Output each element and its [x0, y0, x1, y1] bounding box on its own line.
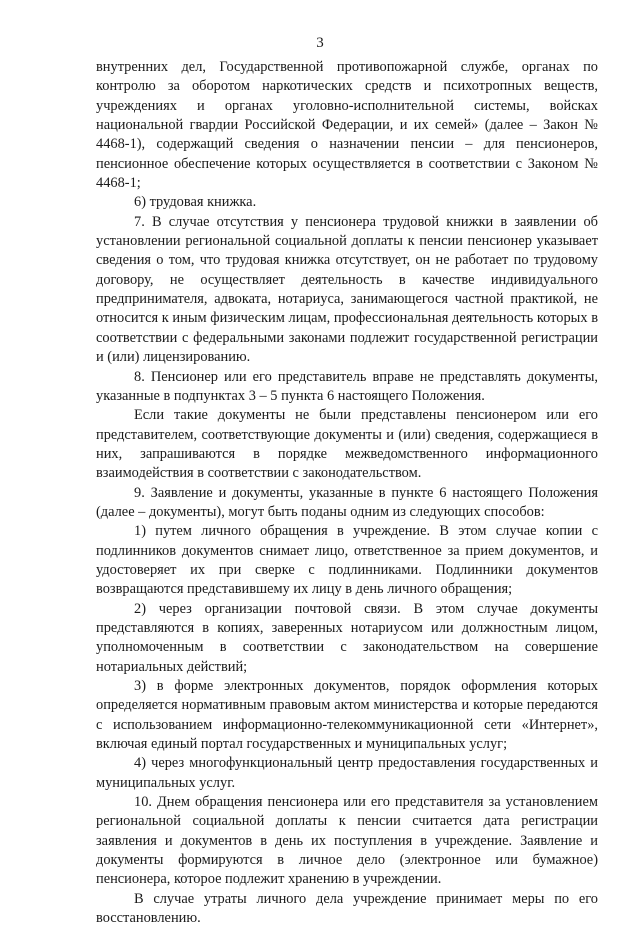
paragraph-method-3-electronic: 3) в форме электронных документов, порядок оформления которых определяется нормативным правовым актом министерства и которые передаются с использованием информационно-телекоммуникационной сети «Интернет», включая единый портал государственных и муниципальных услуг;: [96, 678, 598, 753]
paragraph-method-1-personal: 1) путем личного обращения в учреждение. В этом случае копии с подлинников документов снимает лицо, ответственное за прием документов, и удостоверяет их при сверке с подлинниками. Подлинники документов возвращаются представившему их лицу в день личного обращения;: [96, 523, 598, 598]
paragraph-law-reference-continuation: внутренних дел, Государственной противопожарной службе, органах по контролю за оборотом наркотических средств и психотропных веществ, учреждениях и органах уголовно-исполнительной системы, войсках национальной гвардии Российской Федерации, и их семей» (далее – Закон № 4468-1), содержащий сведения о назначении пенсии – для пенсионеров, пенсионное обеспечение которых осуществляется в соответствии с Законом № 4468-1;: [96, 59, 598, 192]
paragraph-item-6-labor-book: 6) трудовая книжка.: [134, 194, 257, 211]
paragraph-clause-7: 7. В случае отсутствия у пенсионера трудовой книжки в заявлении об установлении региональной социальной доплаты к пенсии пенсионер указывает сведения о том, что трудовая книжка отсутствует, он не работает по трудовому договору, не осуществляет деятельность в качестве индивидуального предпринимателя, адвоката, нотариуса, занимающегося частной практикой, не относится к иным физическим лицам, профессиональная деятельность которых в соответствии с федеральными законами подлежит государственной регистрации и (или) лицензированию.: [96, 213, 598, 366]
paragraph-clause-8-interagency: Если такие документы не были представлены пенсионером или его представителем, соответствующие документы и (или) сведения, содержащиеся в них, запрашиваются в порядке межведомственного информационного взаимодействия в соответствии с законодательством.: [96, 407, 598, 482]
paragraph-clause-10: 10. Днем обращения пенсионера или его представителя за установлением региональной социальной доплаты к пенсии считается дата регистрации заявления и документов в день их поступления в учреждение. Заявление и документы формируются в личное дело (электронное или бумажное) пенсионера, которое подлежит хранению в учреждении.: [96, 794, 598, 888]
paragraph-method-4-mfc: 4) через многофункциональный центр предоставления государственных и муниципальных услуг.: [96, 755, 598, 791]
paragraph-method-2-postal: 2) через организации почтовой связи. В этом случае документы представляются в копиях, заверенных нотариусом или должностным лицом, уполномоченным в соответствии с законодательством на совершение нотариальных действий;: [96, 600, 598, 675]
paragraph-clause-10-loss: В случае утраты личного дела учреждение принимает меры по его восстановлению.: [96, 890, 598, 927]
page-number: 3: [316, 35, 324, 51]
paragraph-clause-8: 8. Пенсионер или его представитель вправе не представлять документы, указанные в подпунктах 3 – 5 пункта 6 настоящего Положения.: [96, 368, 598, 404]
paragraph-clause-9: 9. Заявление и документы, указанные в пункте 6 настоящего Положения (далее – документы), могут быть поданы одним из следующих способов:: [96, 484, 598, 520]
document-body: [96, 58, 598, 928]
